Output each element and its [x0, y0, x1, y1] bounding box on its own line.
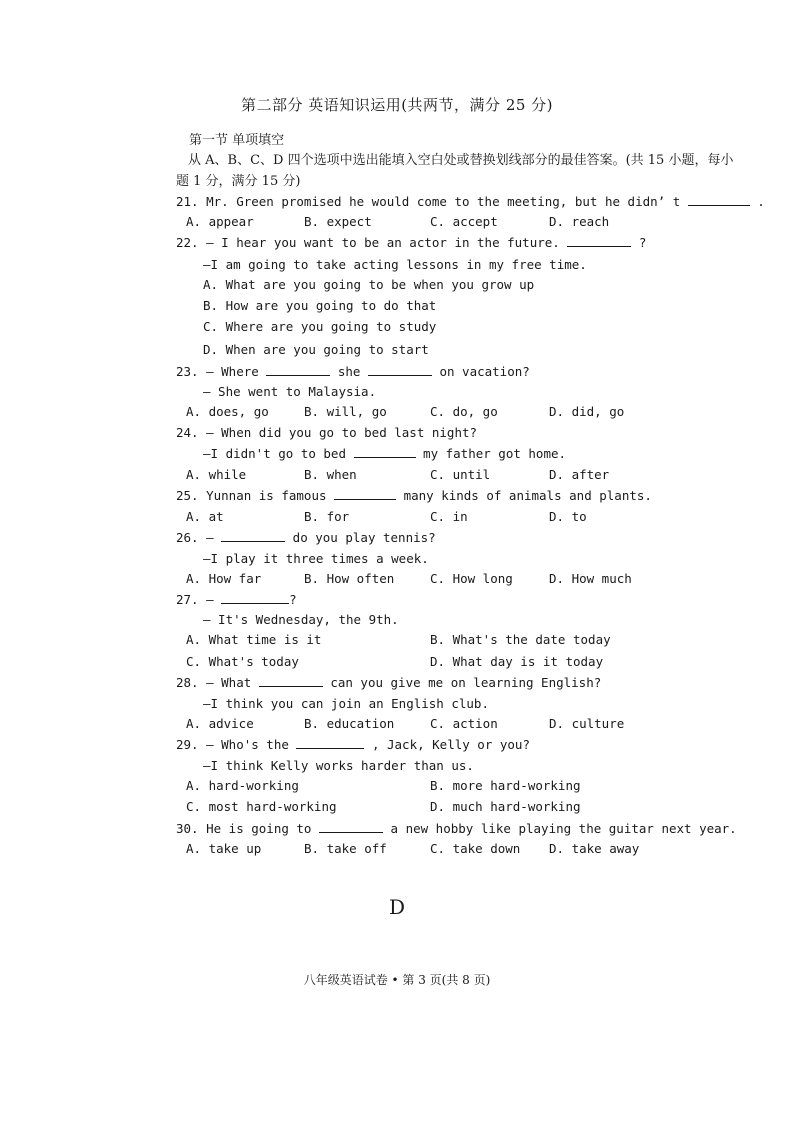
stem-text: 29. — Who's the [176, 737, 297, 752]
answer-blank [354, 447, 416, 458]
stem-text: many kinds of animals and plants. [396, 488, 652, 503]
question-23-stem [176, 364, 530, 379]
option-d: D. culture [549, 716, 625, 731]
stem-text: 21. Mr. Green promised he would come to the meeting, but he didn’ t [176, 194, 688, 209]
option-b: B. What's the date today [430, 632, 611, 647]
option-a: A. What time is it [186, 632, 322, 647]
stem-text: 23. — Where [176, 364, 267, 379]
option-a: A. take up [186, 841, 262, 856]
answer-blank [296, 738, 364, 749]
question-27-reply: — It's Wednesday, the 9th. [203, 612, 399, 627]
section-title: 第一节 单项填空 [189, 133, 285, 148]
part-title: 第二部分 英语知识运用(共两节，满分 25 分) [240, 96, 554, 114]
reply-text: —I didn't go to bed [203, 446, 354, 461]
question-29-reply: —I think Kelly works harder than us. [203, 758, 474, 773]
option-c: C. until [430, 467, 491, 482]
option-b: B. for [304, 509, 350, 524]
option-b: B. will, go [304, 404, 387, 419]
option-c: C. in [430, 509, 468, 524]
question-22-reply: —I am going to take acting lessons in my free time. [203, 257, 587, 272]
reply-text: my father got home. [415, 446, 567, 461]
question-26-stem [176, 530, 436, 545]
option-a: A. advice [186, 716, 254, 731]
option-c: C. action [430, 716, 498, 731]
question-24-reply [203, 446, 566, 461]
question-30-stem [176, 821, 737, 836]
option-c: C. do, go [430, 404, 498, 419]
option-a: A. does, go [186, 404, 269, 419]
answer-blank [221, 593, 289, 604]
option-b: B. expect [304, 214, 372, 229]
answer-blank [368, 365, 432, 376]
answer-blank [259, 676, 323, 687]
question-28-stem [176, 675, 601, 690]
stem-text: 30. He is going to [176, 821, 319, 836]
stem-text: can you give me on learning English? [322, 675, 602, 690]
option-a: A. What are you going to be when you grow up [203, 277, 535, 292]
stray-letter: D [389, 895, 406, 919]
stem-text: 28. — What [176, 675, 259, 690]
answer-blank [266, 365, 330, 376]
stem-text: . [749, 194, 765, 209]
question-27-stem [176, 592, 297, 607]
stem-text: 27. — [176, 592, 222, 607]
stem-text: on vacation? [431, 364, 530, 379]
option-b: B. when [304, 467, 357, 482]
answer-blank [221, 531, 285, 542]
stem-text: do you play tennis? [285, 530, 436, 545]
option-d: D. When are you going to start [203, 342, 429, 357]
stem-text: 26. — [176, 530, 222, 545]
option-b: B. more hard-working [430, 778, 581, 793]
option-d: D. much hard-working [430, 799, 581, 814]
question-28-reply: —I think you can join an English club. [203, 696, 489, 711]
stem-text: 25. Yunnan is famous [176, 488, 335, 503]
option-d: D. after [549, 467, 610, 482]
question-29-stem [176, 737, 530, 752]
answer-blank [567, 236, 631, 247]
stem-text: ? [631, 235, 647, 250]
answer-blank [319, 822, 383, 833]
option-d: D. How much [549, 571, 632, 586]
option-d: D. take away [549, 841, 640, 856]
option-a: A. appear [186, 214, 254, 229]
option-c: C. most hard-working [186, 799, 337, 814]
option-d: D. did, go [549, 404, 625, 419]
question-24-stem: 24. — When did you go to bed last night? [176, 425, 478, 440]
option-c: C. What's today [186, 654, 299, 669]
answer-blank [688, 195, 750, 206]
option-a: A. hard-working [186, 778, 299, 793]
question-23-reply: — She went to Malaysia. [203, 384, 377, 399]
option-d: D. reach [549, 214, 610, 229]
option-d: D. to [549, 509, 587, 524]
question-21-stem [176, 194, 765, 209]
stem-text: 22. — I hear you want to be an actor in the future. [176, 235, 568, 250]
option-a: A. How far [186, 571, 262, 586]
stem-text: ? [289, 592, 297, 607]
stem-text: , Jack, Kelly or you? [364, 737, 530, 752]
stem-text: she [330, 364, 368, 379]
option-d: D. What day is it today [430, 654, 604, 669]
option-a: A. at [186, 509, 224, 524]
question-22-stem [176, 235, 646, 250]
option-c: C. take down [430, 841, 521, 856]
question-25-stem [176, 488, 652, 503]
option-c: C. How long [430, 571, 513, 586]
option-b: B. take off [304, 841, 387, 856]
question-26-reply: —I play it three times a week. [203, 551, 429, 566]
option-c: C. Where are you going to study [203, 319, 437, 334]
stem-text: a new hobby like playing the guitar next year. [383, 821, 737, 836]
option-b: B. How are you going to do that [203, 298, 437, 313]
option-b: B. education [304, 716, 395, 731]
option-a: A. while [186, 467, 247, 482]
instructions: 从 A、B、C、D 四个选项中选出能填入空白处或替换划线部分的最佳答案。(共 15 小题，每小题 1 分，满分 15 分) [176, 153, 734, 189]
answer-blank [334, 489, 396, 500]
option-b: B. How often [304, 571, 395, 586]
option-c: C. accept [430, 214, 498, 229]
page-footer: 八年级英语试卷 • 第 3 页(共 8 页) [303, 973, 491, 987]
